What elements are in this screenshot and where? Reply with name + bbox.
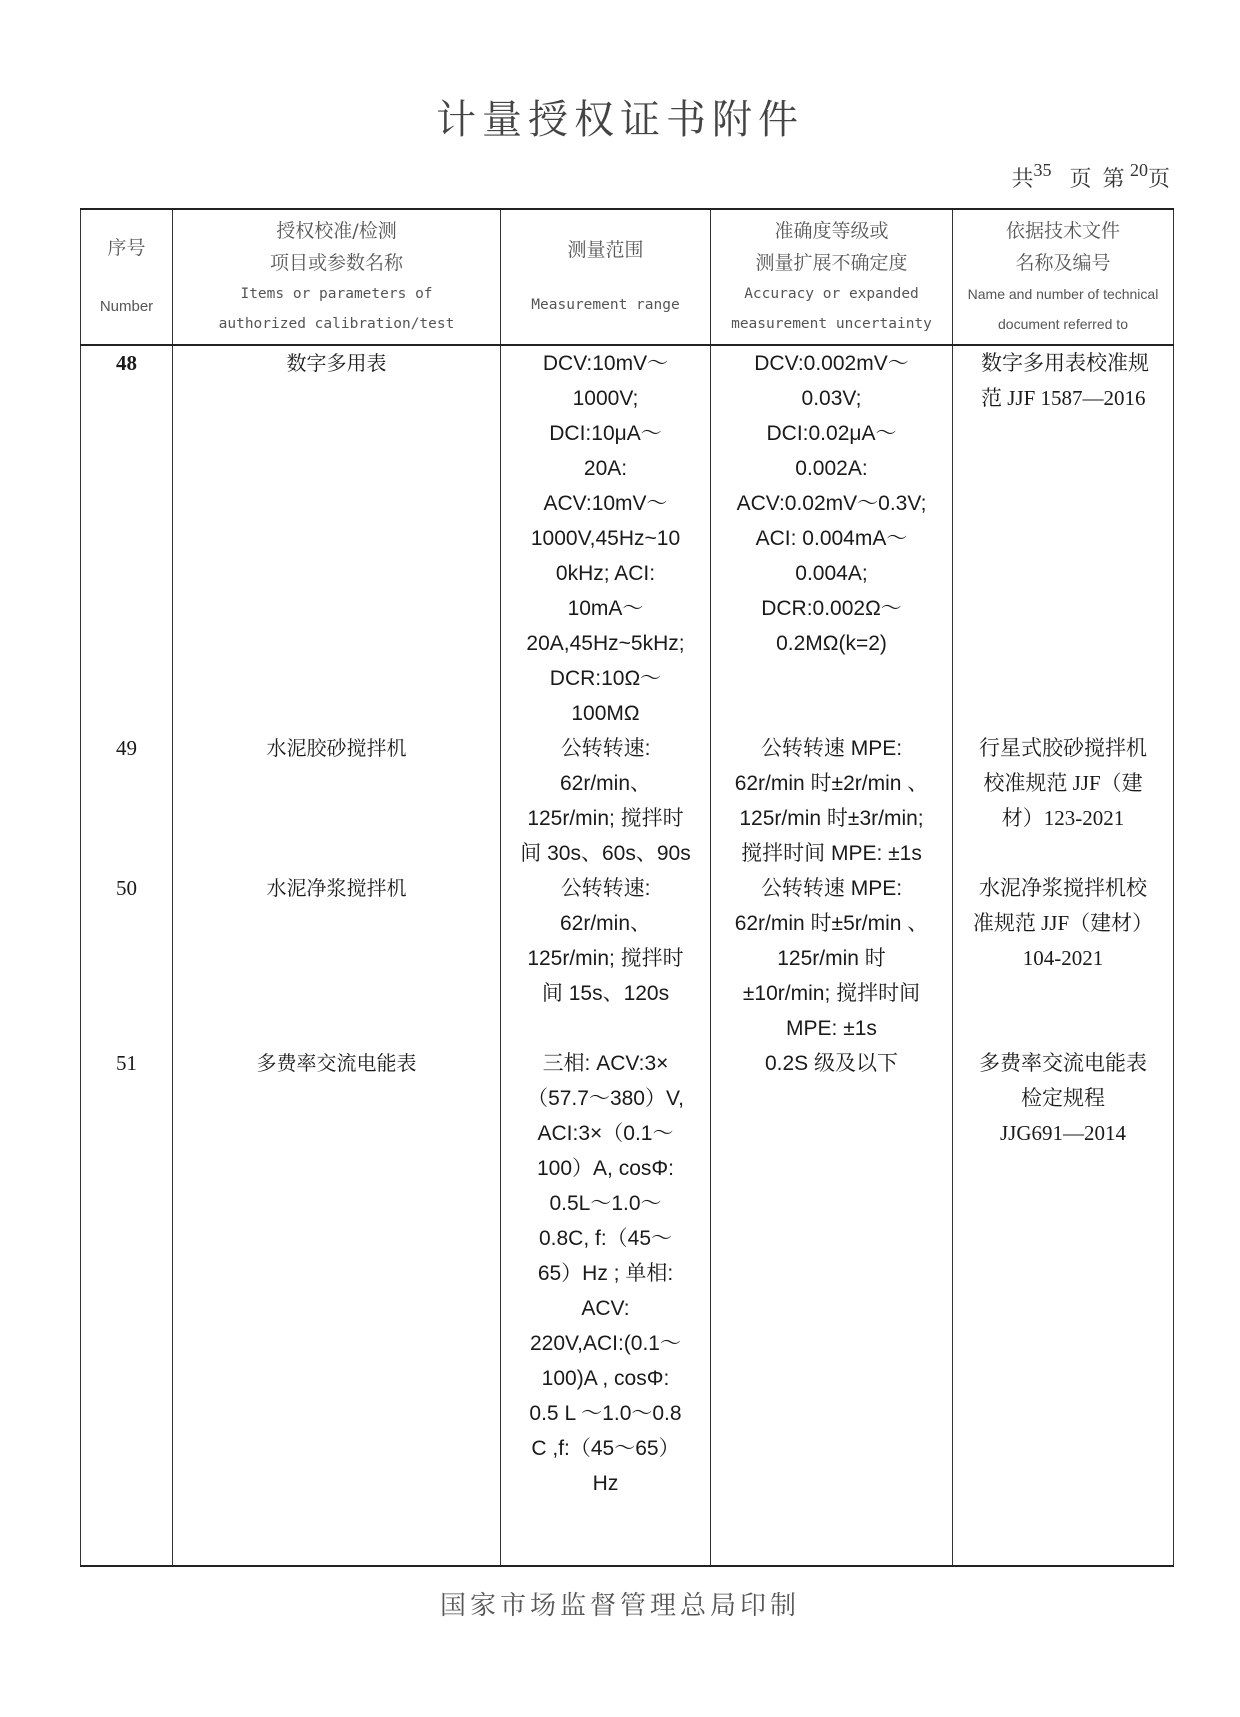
row-accuracy: 公转转速 MPE: 62r/min 时±5r/min 、 125r/min 时 ±10r/min; 搅拌时间 MPE: ±1s [711, 871, 953, 1046]
total-pages: 35 [1033, 160, 1052, 180]
header-item-name: 授权校准/检测 项目或参数名称 Items or parameters of authorized calibration/test [173, 209, 501, 345]
header-measurement-range: 测量范围 Measurement range [501, 209, 711, 345]
table-filler-row [81, 1501, 1174, 1566]
row-technical-document: 水泥净浆搅拌机校 准规范 JJF（建材） 104-2021 [953, 871, 1174, 1046]
current-page: 20 [1129, 160, 1148, 180]
row-technical-document: 多费率交流电能表 检定规程 JJG691—2014 [953, 1046, 1174, 1501]
header-number: 序号 Number [81, 209, 173, 345]
row-item-name: 数字多用表 [173, 345, 501, 731]
footer-issuer: 国家市场监督管理总局印制 [439, 1591, 800, 1621]
table-header-row [81, 209, 1174, 345]
row-number: 50 [81, 871, 173, 1046]
authorization-table [80, 208, 1174, 1567]
table-row [81, 1046, 1174, 1501]
page-word: 页 [1069, 166, 1092, 191]
row-number: 51 [81, 1046, 173, 1501]
header-accuracy: 准确度等级或 测量扩展不确定度 Accuracy or expanded measurement uncertainty [711, 209, 953, 345]
table-row [81, 345, 1174, 731]
row-measurement-range: DCV:10mV～ 1000V; DCI:10μA～ 20A: ACV:10mV～ 1000V,45Hz~10 0kHz; ACI: 10mA～ 20A,45Hz~5kHz; DCR:10Ω～ 100MΩ [501, 345, 711, 731]
row-item-name: 水泥净浆搅拌机 [173, 871, 501, 1046]
row-number: 48 [81, 345, 173, 731]
row-technical-document: 行星式胶砂搅拌机 校准规范 JJF（建 材）123-2021 [953, 731, 1174, 871]
row-accuracy: 公转转速 MPE: 62r/min 时±2r/min 、 125r/min 时±3r/min; 搅拌时间 MPE: ±1s [711, 731, 953, 871]
page-title: 计量授权证书附件 [436, 97, 804, 143]
row-item-name: 水泥胶砂搅拌机 [173, 731, 501, 871]
row-item-name: 多费率交流电能表 [173, 1046, 501, 1501]
current-suffix: 页 [1147, 166, 1170, 191]
row-number: 49 [81, 731, 173, 871]
row-measurement-range: 三相: ACV:3× （57.7～380）V, ACI:3×（0.1～ 100）A, cosΦ: 0.5L～1.0～ 0.8C, f:（45～ 65）Hz ; 单相: ACV: 220V,ACI:(0.1～ 100)A , cosΦ: 0.5 L ～1.0～0.8 C ,f:（45～65） Hz [501, 1046, 711, 1501]
row-accuracy: DCV:0.002mV～ 0.03V; DCI:0.02μA～ 0.002A: ACV:0.02mV～0.3V; ACI: 0.004mA～ 0.004A; DCR:0.002Ω～ 0.2MΩ(k=2) [711, 345, 953, 731]
page-counter [1011, 160, 1170, 193]
row-technical-document: 数字多用表校准规 范 JJF 1587—2016 [953, 345, 1174, 731]
total-prefix: 共 [1011, 166, 1034, 191]
row-measurement-range: 公转转速: 62r/min、 125r/min; 搅拌时 间 30s、60s、90s [501, 731, 711, 871]
table-row [81, 871, 1174, 1046]
table-row [81, 731, 1174, 871]
header-technical-document: 依据技术文件 名称及编号 Name and number of technical document referred to [953, 209, 1174, 345]
row-measurement-range: 公转转速: 62r/min、 125r/min; 搅拌时 间 15s、120s [501, 871, 711, 1046]
current-prefix: 第 [1102, 166, 1125, 191]
row-accuracy: 0.2S 级及以下 [711, 1046, 953, 1501]
